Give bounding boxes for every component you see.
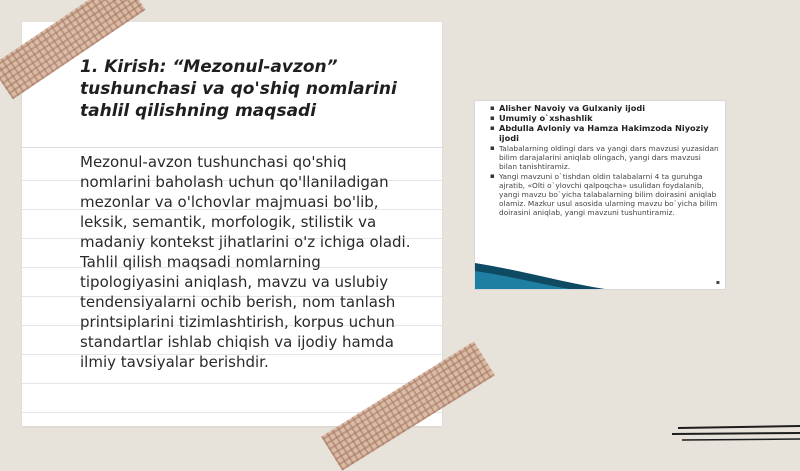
body-paragraph: Mezonul-avzon tushunchasi qo'shiq nomlarini baholash uchun qo'llaniladigan mezonlar va o'lchovlar majmuasi bo'lib, leksik, semantik, morfologik, stilistik va madaniy kontekst jihatlarini o'z ichiga oladi. Tahlil qilish maqsadi nomlarning tipologiyasini aniqlash, mavzu va uslubiy tendensiyalarni ochib berish, nom tanlash printsiplarini tizimlashtirish, korpus uchun standartlar ishlab chiqish va ijodiy hamda ilmiy tavsiyalar berishdir. (80, 153, 411, 371)
slide-bullet: ▪ Umumiy o`xshashlik (499, 113, 719, 123)
embedded-slide-image (474, 100, 726, 290)
slide-bullet: ▪ Yangi mavzuni o`tishdan oldin talabalarni 4 ta guruhga ajratib, «Olti o`ylovchi qalpoqcha» usulidan foydalanib, yangi mavzu bo`yicha talabalarning bilim doirasini aniqlab olamiz. Mazkur usul asosida ularning mavzu bo`yicha bilim doirasini aniqlab, yangi mavzuni tushuntiramiz. (499, 172, 719, 217)
slide-bullet: ▪ Talabalarning oldingi dars va yangi dars mavzusi yuzasidan bilim darajalarini aniqlab olingach, yangi dars mavzusi bilan tanishtiramiz. (499, 144, 719, 171)
slide-page-marker: ▪ (715, 279, 720, 286)
decorative-lines (672, 418, 800, 448)
paper-divider (22, 147, 442, 148)
slide-bullet: ▪ Abdulla Avloniy va Hamza Hakimzoda Niyoziy ijodi (499, 123, 719, 143)
slide-bullet: ▪ Alisher Navoiy va Gulxaniy ijodi (499, 103, 719, 113)
slide-wave-decoration (475, 249, 725, 289)
section-title: 1. Kirish: “Mezonul-avzon” tushunchasi va qo'shiq nomlarini tahlil qilishning maqsadi (80, 57, 397, 121)
slide-bullet-list (475, 101, 725, 217)
